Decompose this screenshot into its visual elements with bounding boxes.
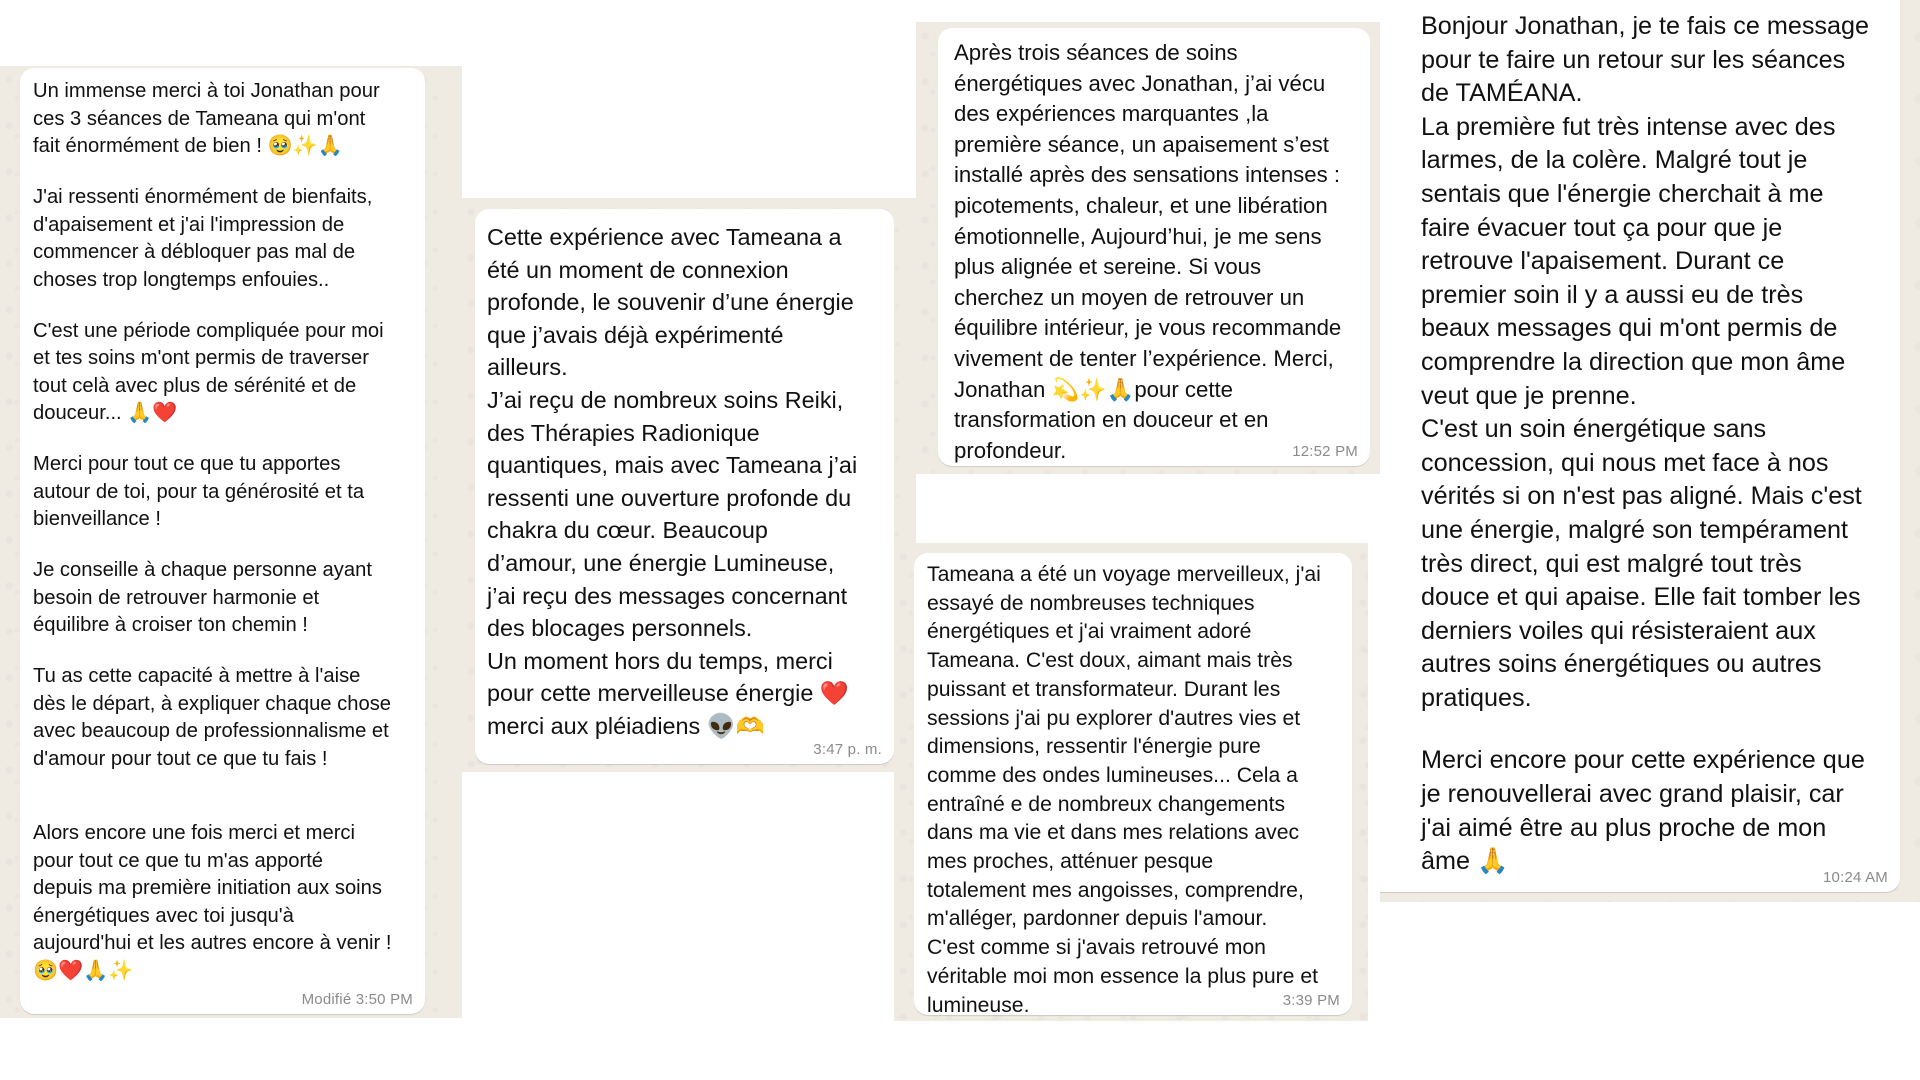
chat-screenshot-1 — [0, 66, 462, 1018]
message-paragraph: Je conseille à chaque personne ayant besoin de retrouver harmonie et équilibre à croiser ton chemin ! — [33, 559, 372, 637]
message-paragraph: C'est une période compliquée pour moi et tes soins m'ont permis de traverser tout celà avec plus de sérénité et de douceur... 🙏❤️ — [33, 319, 384, 425]
message-paragraph: J'ai ressenti énormément de bienfaits, d'apaisement et j'ai l'impression de commencer à débloquer pas mal de choses trop longtemps enfouies.. — [33, 186, 373, 291]
chat-screenshot-2 — [462, 198, 916, 772]
chat-screenshot-3 — [916, 22, 1381, 474]
message-paragraph: Bonjour Jonathan, je te fais ce message pour te faire un retour sur les séances de TAMÉANA. La première fut très intense avec des larmes, de la colère. Malgré tout je sentais que l'énergie cherchait à me faire évacuer tout ça pour que je retrouve l'apaisement. Durant ce premier soin il y a aussi eu de très beaux messages qui m'ont permis de comprendre la direction que mon âme veut que je prenne. C'est un soin énergétique sans concession, qui nous met face à nos vérités si on n'est pas aligné. Mais c'est une énergie, malgré son tempérament très direct, qui est malgré tout très douce et qui apaise. Elle fait tomber les derniers voiles qui résisteraient aux autres soins énergétiques ou autres pratiques. — [1421, 12, 1870, 712]
chat-screenshot-4 — [894, 543, 1368, 1021]
message-bubble — [938, 28, 1370, 466]
message-bubble — [1380, 0, 1900, 892]
message-bubble — [914, 553, 1352, 1015]
message-timestamp: 12:52 PM — [1292, 443, 1358, 460]
message-paragraph: Alors encore une fois merci et merci pour tout ce que tu m'as apporté depuis ma première initiation aux soins énergétiques avec toi jusqu'à aujourd'hui et les autres encore à venir ! 🥹❤️🙏✨ — [33, 822, 392, 982]
chat-screenshot-5 — [1380, 0, 1920, 902]
message-paragraph: Tu as cette capacité à mettre à l'aise dès le départ, à expliquer chaque chose avec beaucoup de professionnalisme et d'amour pour tout ce que tu fais ! — [33, 665, 392, 770]
message-timestamp: 3:47 p. m. — [813, 741, 882, 758]
message-paragraph: Merci pour tout ce que tu apportes autour de toi, pour ta générosité et ta bienveillance ! — [33, 453, 365, 531]
message-bubble — [20, 68, 425, 1014]
message-timestamp: 10:24 AM — [1823, 869, 1888, 886]
message-paragraph: Un immense merci à toi Jonathan pour ces 3 séances de Tameana qui m'ont fait énormément de bien ! 🥹✨🙏 — [33, 80, 380, 158]
message-text — [33, 78, 413, 986]
message-bubble — [475, 209, 894, 764]
message-paragraph: Merci encore pour cette expérience que je renouvellerai avec grand plaisir, car j'ai aimé être au plus proche de mon âme 🙏 — [1421, 746, 1865, 876]
message-paragraph: Tameana a été un voyage merveilleux, j'ai essayé de nombreuses techniques énergétiques et j'ai vraiment adoré Tameana. C'est doux, aimant mais très puissant et transformateur. Durant les sessions j'ai pu explorer d'autres vies et dimensions, ressentir l'énergie pure comme des ondes lumineuses... Cela a entraîné e de nombreux changements dans ma vie et dans mes relations avec mes proches, atténuer pesque totalement mes angoisses, comprendre, m'alléger, pardonner depuis l'amour. C'est comme si j'avais retrouvé mon véritable moi mon essence la plus pure et lumineuse. — [927, 563, 1321, 1017]
message-text — [954, 38, 1360, 466]
message-paragraph: Après trois séances de soins énergétiques avec Jonathan, j’ai vécu des expériences marquantes ,la première séance, un apaisement s’est installé après des sensations intenses : picotements, chaleur, et une libération émotionnelle, Aujourd’hui, je me sens plus alignée et sereine. Si vous cherchez un moyen de retrouver un équilibre intérieur, je vous recommande vivement de tenter l’expérience. Merci, Jonathan 💫✨🙏pour cette transformation en douceur et en profondeur. — [954, 40, 1342, 463]
message-text — [1421, 10, 1888, 879]
message-timestamp: Modifié 3:50 PM — [301, 991, 413, 1008]
message-paragraph: Cette expérience avec Tameana a été un moment de connexion profonde, le souvenir d’une énergie que j’avais déjà expérimenté ailleurs. J’ai reçu de nombreux soins Reiki, des Thérapies Radionique quantiques, mais avec Tameana j’ai ressenti une ouverture profonde du chakra du cœur. Beaucoup d’amour, une énergie Lumineuse, j’ai reçu des messages concernant des blocages personnels. Un moment hors du temps, merci pour cette merveilleuse énergie ❤️ merci aux pléiadiens 👽🫶 — [487, 224, 858, 739]
message-text — [487, 221, 884, 743]
message-timestamp: 3:39 PM — [1282, 992, 1340, 1009]
message-text — [927, 561, 1342, 1020]
